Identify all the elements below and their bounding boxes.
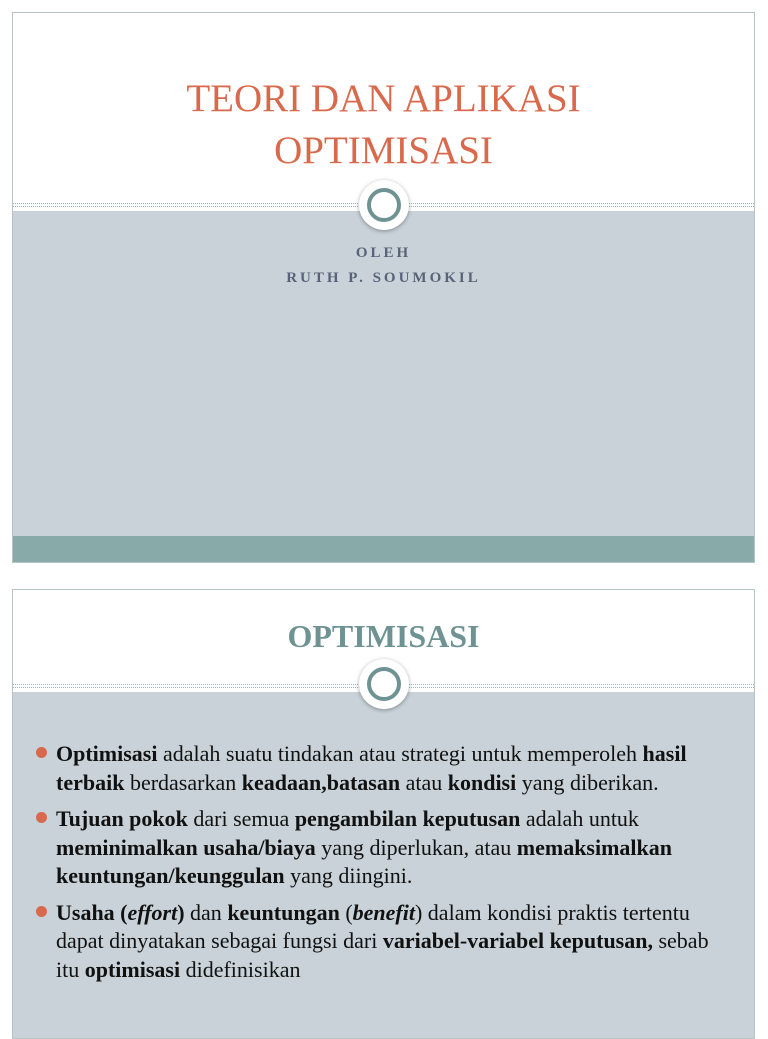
bullet-text: hasil terbaik (56, 741, 687, 795)
subtitle-line-2: RUTH P. SOUMOKIL (286, 270, 481, 286)
bullet-item (33, 899, 736, 985)
bullet-text: adalah untuk (520, 806, 639, 831)
bullet-text: dari semua (187, 806, 295, 831)
title-slide (12, 12, 755, 563)
bullet-text: kondisi (447, 769, 517, 795)
bullet-text: meminimalkan usaha/biaya (56, 834, 316, 860)
bullet-text: atau (400, 769, 448, 795)
footer-bar (13, 536, 754, 562)
bullet-text: Usaha ( (56, 899, 128, 925)
bullet-item (33, 740, 736, 797)
title-area (13, 13, 754, 205)
bullet-text: keuntungan (227, 899, 340, 925)
bullet-text: yang diingini. (284, 863, 413, 888)
subtitle-line-1: OLEH (355, 245, 412, 261)
bullet-text: ) (177, 899, 185, 925)
bullet-item (33, 805, 736, 891)
bullet-text: Tujuan pokok (56, 806, 188, 831)
bullet-text: benefit (352, 899, 415, 925)
content-slide (12, 589, 755, 1039)
bullet-text: optimisasi (84, 956, 181, 982)
main-title (13, 73, 754, 177)
bullet-dot-icon (36, 906, 47, 917)
bullet-text: keadaan,batasan (241, 769, 401, 795)
bullet-text: Optimisasi (56, 741, 158, 766)
author-subtitle (13, 241, 754, 291)
title-line-1: TEORI DAN APLIKASI (186, 77, 581, 120)
bullet-text: yang diberikan. (516, 769, 659, 795)
bullet-dot-icon (36, 747, 47, 758)
circle-ornament-icon (359, 659, 409, 709)
circle-ornament-icon (359, 180, 409, 230)
bullet-list (33, 740, 736, 992)
bullet-dot-icon (36, 812, 47, 823)
bullet-text: variabel-variabel keputusan, (382, 928, 653, 953)
bullet-text: didefinisikan (180, 956, 301, 982)
bullet-text: yang diperlukan, atau (315, 834, 517, 860)
bullet-text: adalah suatu tindakan atau strategi untuk memperoleh (157, 741, 643, 766)
bullet-text: pengambilan keputusan (294, 806, 521, 831)
bullet-text: berdasarkan (124, 769, 242, 795)
bullet-text: effort (127, 899, 178, 925)
section-title: OPTIMISASI (287, 618, 480, 654)
title-line-2: OPTIMISASI (274, 129, 493, 172)
bullet-text: dan (184, 899, 228, 925)
bullet-text: ) dalam kondisi praktis tertentu dapat dinyatakan sebagai fungsi dari (56, 899, 690, 953)
bullet-text: ( (339, 899, 353, 925)
bullet-text: sebab itu (56, 928, 709, 982)
bullet-text: memaksimalkan keuntungan/keunggulan (56, 834, 673, 888)
